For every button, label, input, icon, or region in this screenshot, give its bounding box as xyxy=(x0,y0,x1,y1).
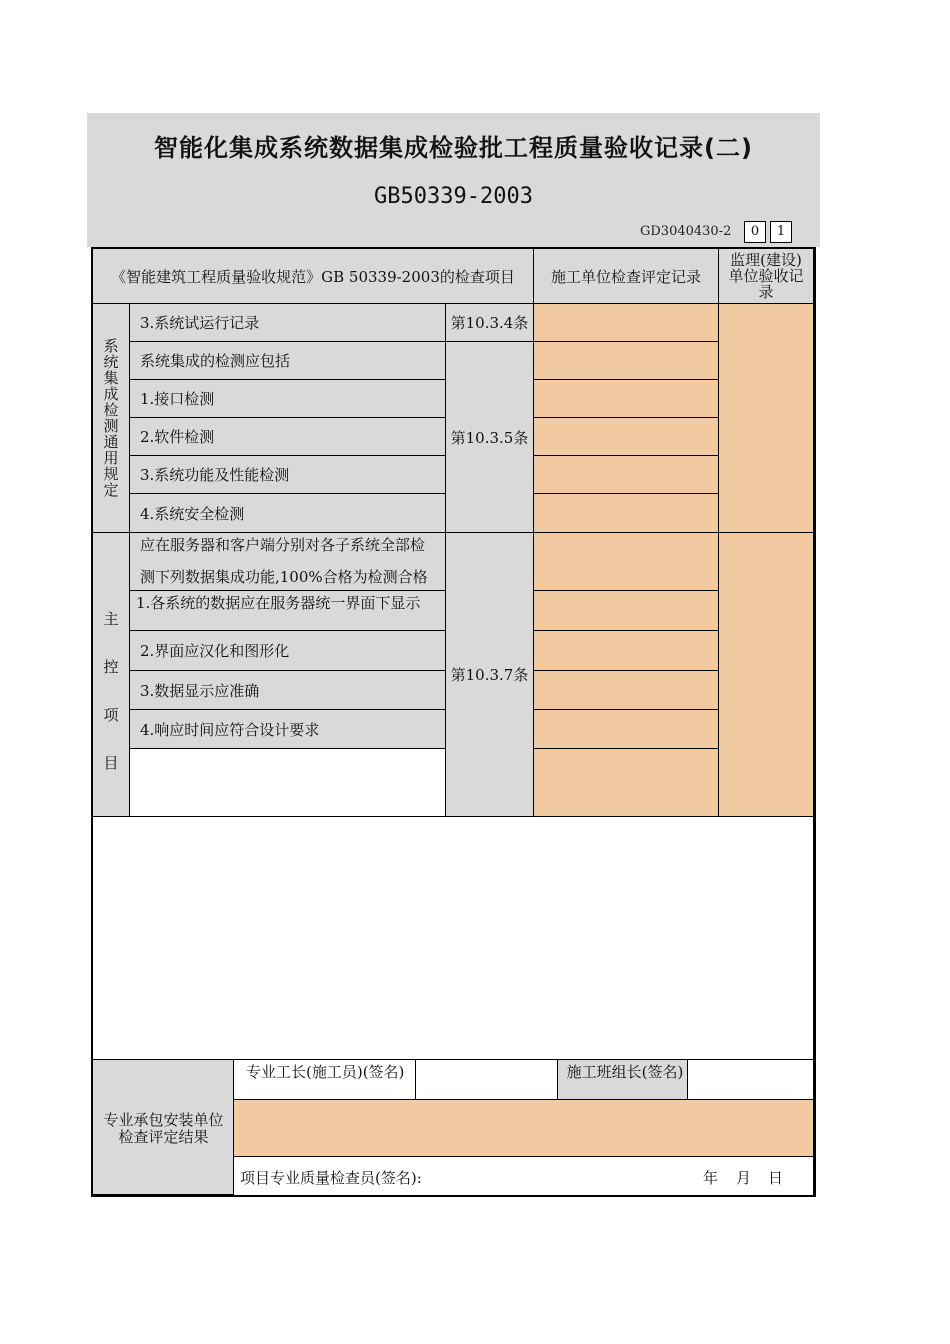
section2-label-cell xyxy=(93,533,130,817)
section1-row-5: 3.系统功能及性能检测 xyxy=(130,456,446,494)
section2-row-4: 4.响应时间应符合设计要求 xyxy=(130,710,446,749)
section2-intro xyxy=(130,533,446,591)
clause-10-3-5: 第10.3.5条 xyxy=(446,342,534,533)
result-label-cell xyxy=(93,1060,234,1195)
section1-record-3[interactable] xyxy=(534,380,719,418)
team-leader-signature[interactable] xyxy=(688,1060,814,1100)
section1-row-2: 系统集成的检测应包括 xyxy=(130,342,446,380)
code-box-1: 0 xyxy=(744,221,766,243)
section1-row-6: 4.系统安全检测 xyxy=(130,494,446,533)
clause-10-3-4: 第10.3.4条 xyxy=(446,304,534,342)
team-leader-label: 施工班组长(签名) xyxy=(566,1063,684,1081)
section2-row-1-text: 1.各系统的数据应在服务器统一界面下显示 xyxy=(136,594,421,612)
section2-row-3: 3.数据显示应准确 xyxy=(130,671,446,710)
header-items: 《智能建筑工程质量验收规范》GB 50339-2003的检查项目 xyxy=(93,249,534,304)
foreman-label: 专业工长(施工员)(签名) xyxy=(246,1063,405,1081)
section1-supervision[interactable] xyxy=(719,304,814,533)
result-content[interactable] xyxy=(234,1100,814,1157)
section2-row-blank[interactable] xyxy=(130,749,446,817)
section2-record-5[interactable] xyxy=(534,710,719,749)
section1-row-1: 3.系统试运行记录 xyxy=(130,304,446,342)
page-title: 智能化集成系统数据集成检验批工程质量验收记录(二) xyxy=(154,134,753,162)
section1-record-1[interactable] xyxy=(534,304,719,342)
section2-record-1[interactable] xyxy=(534,533,719,591)
section2-supervision[interactable] xyxy=(719,533,814,817)
inspector-label: 项目专业质量检查员(签名): xyxy=(240,1169,422,1187)
section2-row-1 xyxy=(130,591,446,631)
clause-10-3-7: 第10.3.7条 xyxy=(446,533,534,817)
header-construction: 施工单位检查评定记录 xyxy=(534,249,719,304)
section2-record-2[interactable] xyxy=(534,591,719,631)
section2-intro-line2: 测下列数据集成功能,100%合格为检测合格 xyxy=(140,568,428,586)
section1-row-4: 2.软件检测 xyxy=(130,418,446,456)
section1-record-2[interactable] xyxy=(534,342,719,380)
team-leader-label-cell xyxy=(558,1060,688,1100)
section1-record-5[interactable] xyxy=(534,456,719,494)
section1-label-cell xyxy=(93,304,130,533)
header-supervision: 监理(建设)单位验收记录 xyxy=(719,249,814,304)
code-box-2: 1 xyxy=(770,221,792,243)
section1-record-4[interactable] xyxy=(534,418,719,456)
section2-intro-line1: 应在服务器和客户端分别对各子系统全部检 xyxy=(140,536,426,554)
foreman-signature[interactable] xyxy=(416,1060,558,1100)
standard-code: GB50339-2003 xyxy=(374,184,533,209)
inspector-signature[interactable] xyxy=(444,1157,684,1195)
form-code: GD3040430-2 xyxy=(640,224,732,239)
section2-record-4[interactable] xyxy=(534,671,719,710)
date-month: 月 xyxy=(736,1169,752,1187)
section2-record-3[interactable] xyxy=(534,631,719,671)
inspector-row xyxy=(234,1157,814,1195)
section1-label: 系统集成检测通用规定 xyxy=(103,337,119,499)
section2-record-6[interactable] xyxy=(534,749,719,817)
date-year: 年 xyxy=(703,1169,719,1187)
date-day: 日 xyxy=(768,1169,784,1187)
section2-row-2: 2.界面应汉化和图形化 xyxy=(130,631,446,671)
section1-record-6[interactable] xyxy=(534,494,719,533)
foreman-label-cell xyxy=(234,1060,416,1100)
section2-label: 主控项目 xyxy=(103,610,119,772)
blank-area xyxy=(93,817,814,1060)
result-label: 专业承包安装单位检查评定结果 xyxy=(103,1111,224,1146)
section1-row-3: 1.接口检测 xyxy=(130,380,446,418)
